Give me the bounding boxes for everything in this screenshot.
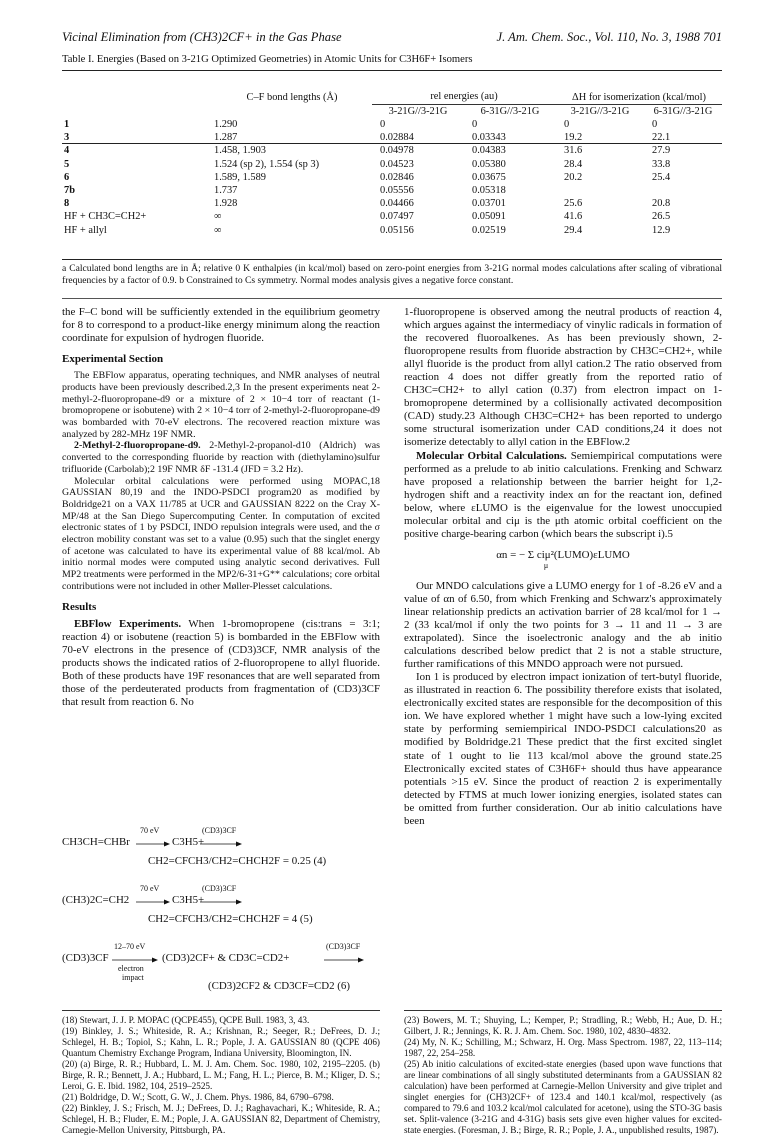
cell-e1: 0.04523: [380, 158, 414, 170]
cell-h2: 26.5: [652, 211, 671, 223]
right-column: [404, 306, 722, 828]
footnote: (23) Bowers, M. T.; Shuying, L.; Kemper, P.; Stradling, R.; Webb, H.; Aue, D. H.; Gilbert, J. R.; Jennings, K. R. J. Am. Chem. Soc. 1980, 102, 4830–4832.: [404, 1015, 722, 1037]
r5-result: CH2=CFCH3/CH2=CHCH2F = 4 (5): [148, 913, 313, 925]
footnote: (20) (a) Birge, R. R.; Hubbard, L. M. J. Am. Chem. Soc. 1980, 102, 2195–2205. (b) Birge, R. R.; Bennett, J. A.; Hubbard, L. M.; Fang, H. L.; Pierce, B. M.; Kliger, D. S.; Leroi, G. E. Ibid. 1982, 104, 2519–2525.: [62, 1059, 380, 1092]
energy-table: [62, 72, 722, 237]
cell-h1: 28.4: [564, 158, 583, 170]
cell-id: HF + allyl: [64, 224, 107, 236]
cell-e1: 0.05556: [380, 185, 414, 197]
r4-reactant: CH3CH=CHBr: [62, 836, 130, 848]
header-sub: 6-31G//3-21G: [464, 104, 556, 118]
header-bond: C–F bond lengths (Å): [246, 92, 338, 103]
footnote: (19) Binkley, J. S.; Whiteside, R. A.; Krishnan, R.; Seeger, R.; DeFrees, D. J.; Schlegel, H. B.; Topiol, S.; Kahn, L. R.; Pople, J. A. GAUSSIAN 80 (QCPE 406) Quantum Chemistry Exchange Program, Indiana University, Bloomington, IN.: [62, 1026, 380, 1059]
table-bottom-rule: [62, 259, 722, 260]
cell-bond: 1.290: [214, 119, 238, 130]
footnote-rule-right: [404, 1010, 722, 1011]
isomer-paragraph: 1-fluoropropene is observed among the neutral products of reaction 4, which argues against the intermediacy of vinylic radicals in formation of the recovered fluoroalkenes. As has been previously shown, 2-fluoropropene results from fluoride abstraction by CH3C=CH2+, while allyl fluoride is the product from allyl cation.2 The ratio observed from reaction 4 does not differ greatly from the reported ratio of CH3C=CH2+ to allyl cation (0.37) from electron impact on 1-bromopropene determined by a collisionally activated decomposition (CAD) study.23 Although CH3C=CH2+ has been reported to undergo some structural isomerization under CAD conditions,24 it does not isomerize detectably to allyl cation in the EBFlow.2: [404, 306, 722, 449]
cell-e2: 0.05091: [472, 211, 506, 223]
cell-e1: 0.07497: [380, 211, 414, 223]
cell-h2: 22.1: [652, 132, 671, 144]
cell-e1: 0.04978: [380, 145, 414, 157]
mo-title: Molecular Orbital Calculations.: [416, 449, 567, 462]
cell-e2: 0.03701: [472, 198, 506, 210]
cell-e2: 0.03343: [472, 132, 506, 144]
cell-h2: [644, 184, 722, 197]
experimental-heading: Experimental Section: [62, 353, 164, 366]
header-sub: 3-21G//3-21G: [372, 104, 464, 118]
header-dh: ΔH for isomerization (kcal/mol): [572, 91, 706, 103]
table-separator: [62, 298, 722, 299]
alpha-equation: αn = − Σ ciμ²(LUMO)εLUMO μ: [496, 548, 630, 570]
r4-reagent: (CD3)3CF: [202, 826, 237, 835]
cell-e1: 0.05156: [380, 224, 414, 236]
cell-id: 4: [64, 145, 70, 157]
reaction-schemes: [62, 826, 387, 1005]
cell-e2: 0.03675: [472, 171, 506, 183]
cell-bond: 1.458, 1.903: [214, 145, 266, 157]
cell-bond: 1.589, 1.589: [214, 171, 266, 183]
table-row: [62, 144, 722, 157]
cell-id: 6: [64, 171, 70, 183]
r5-intermediate: C3H5+: [172, 894, 205, 906]
table-footnote: a Calculated bond lengths are in Å; relative 0 K enthalpies (in kcal/mol) based on zero-point energies from 3-21G normal modes calculations after scaling of vibrational frequencies by a factor of 0.9. b Constrained to Cs symmetry. Normal modes analysis gives a negative force constant.: [62, 263, 722, 286]
r6-condition: impact: [122, 973, 144, 982]
synthesis-paragraph: 2-Methyl-2-fluoropropane-d9. 2-Methyl-2-propanol-d10 (Aldrich) was converted to the corresponding fluoride by reaction with (diethylamino)sulfur trifluoride (Carbolab);2 19F NMR δF -131.4 (JFD = 3.2 Hz).: [62, 440, 380, 475]
cell-e1: 0.02884: [380, 132, 414, 144]
mndo-paragraph: Our MNDO calculations give a LUMO energy for 1 of -8.26 eV and a value of αn of 6.50, from which Frenking and Schwarz's approximately linear relationship predicts an activation barrier of 28 kcal/mol for 1 → 2 (33 kcal/mol if only the two points for 3 → 11 and 11 → 3 are extrapolated). Since the isoelectronic analogy and the ab initio calculations described below predict that 2 is not a stable structure, further ramifications of this MNDO approach were not pursued.: [404, 579, 722, 671]
cell-h2: 12.9: [652, 224, 671, 236]
table-caption: Table I. Energies (Based on 3-21G Optimized Geometries) in Atomic Units for C3H6F+ Isomers: [62, 54, 473, 65]
cell-e2: 0.05318: [472, 185, 506, 197]
cell-bond: ∞: [214, 211, 222, 223]
mo-paragraph: Molecular Orbital Calculations. Semiempirical computations were performed as a prelude to ab initio calculations. Frenking and Schwarz have proposed a relationship between the barrier height for 1,2-hydrogen shift and a reactivity index αn for the reactant ion, defined below, where εLUMO is the eigenvalue for the lowest unoccupied molecular orbital and ciμ is the μth atomic orbital coefficient on the positive charge-bearing carbon (which bears the subscript i).5: [404, 449, 722, 540]
r6-result: (CD3)2CF2 & CD3CF=CD2 (6): [208, 980, 350, 992]
r5-reactant: (CH3)2C=CH2: [62, 894, 130, 906]
footnote: (18) Stewart, J. J. P. MOPAC (QCPE455), QCPE Bull. 1983, 3, 43.: [62, 1015, 310, 1025]
ebflow-title: EBFlow Experiments.: [74, 617, 182, 630]
cell-h1: 19.2: [564, 132, 583, 144]
r6-intermediate: (CD3)2CF+ & CD3C=CD2+: [162, 952, 290, 964]
excited-state-paragraph: Ion 1 is produced by electron impact ionization of tert-butyl fluoride, as illustrated in reaction 6. The possibility therefore exists that isolated, electronically excited states are responsible for the decomposition of this ion. We have explored whether 1 might have such a low-lying excited state by performing semiempirical INDO-PSDCI calculations20 as modified by Boldridge.21 These predict that the first excited singlet state of 1 ought to lie 113 kcal/mol above the ground state.25 Electronically excited states of C3H6F+ should thus have appearance potentials >15 eV. Since the product of reaction 2 is experimentally detected by FTMS at much lower ionizing energies, isolated states can be omitted from further consideration. Our ab initio calculations have been: [404, 671, 722, 827]
r6-reagent: (CD3)3CF: [326, 942, 361, 951]
r5-energy: 70 eV: [140, 884, 160, 893]
table-row: [62, 184, 722, 197]
intro-paragraph: the F–C bond will be sufficiently extended in the equilibrium geometry for 8 to correspond to a product-like energy minimum along the reaction coordinate for expulsion of hydrogen fluoride.: [62, 306, 380, 345]
results-heading: Results: [62, 600, 97, 613]
running-header-title: Vicinal Elimination from (CH3)2CF+ in the Gas Phase: [62, 30, 342, 44]
cell-bond: 1.737: [214, 185, 238, 197]
cell-h1: 25.6: [564, 198, 583, 210]
header-rel: rel energies (au): [430, 91, 498, 103]
running-header-journal: J. Am. Chem. Soc., Vol. 110, No. 3, 1988 701: [496, 30, 722, 44]
cell-h2: 25.4: [652, 171, 671, 183]
cell-bond: 1.287: [214, 132, 238, 144]
cell-e2: 0.05380: [472, 158, 506, 170]
r4-intermediate: C3H5+: [172, 836, 205, 848]
r4-energy: 70 eV: [140, 826, 160, 835]
footnote: (22) Binkley, J. S.; Frisch, M. J.; DeFrees, D. J.; Raghavachari, K.; Whiteside, R. A.; Schlegel, H. B.; Fluder, E. M.; Pople, J. A. GAUSSIAN 82, Department of Chemistry, Carnegie-Mellon University, Pittsburgh, PA.: [62, 1103, 380, 1136]
table-row: [62, 158, 722, 171]
cell-bond: 1.524 (sp 2), 1.554 (sp 3): [214, 158, 320, 170]
cell-id: 3: [64, 132, 70, 144]
cell-h1: 29.4: [564, 224, 583, 236]
left-column: [62, 306, 380, 709]
footnote: (21) Boldridge, D. W.; Scott, G. W., J. Chem. Phys. 1986, 84, 6790–6798.: [62, 1092, 334, 1103]
cell-h1: [556, 184, 644, 197]
header-sub: 6-31G//3-21G: [644, 104, 722, 118]
cell-id: 8: [64, 198, 70, 210]
cell-h2: 33.8: [652, 158, 671, 170]
footnote-rule-left: [62, 1010, 380, 1011]
cell-e2: 0.04383: [472, 145, 506, 157]
cell-e2: 0: [472, 119, 478, 130]
table-row: [62, 197, 722, 210]
cell-e2: 0.02519: [472, 224, 506, 236]
footnote: (25) Ab initio calculations of excited-state energies (based upon wave functions that are linear combinations of all singly substituted determinants from a GAUSSIAN 82 calculation) have been performed at Carnegie-Mellon University and give triplet and singlet energies for (CH3)2CF+ of 123.4 and 140.1 kcal/mol, respectively (as compared to 79.6 and 103.2 kcal/mol calculated for acetone), using the STO-3G basis set. Split-valence (3-21G and 4-31G) basis sets give even higher values for excited-state energies. (Foresman, J. B.; Birge, R. R.; Pople, J. A., unpublished results, 1987).: [404, 1059, 722, 1136]
cell-h1: 31.6: [564, 145, 583, 157]
cell-e1: 0: [380, 119, 386, 130]
cell-id: HF + CH3C=CH2+: [64, 211, 147, 223]
cell-id: 5: [64, 158, 70, 170]
footnote: (24) My, N. K.; Schilling, M.; Schwarz, H. Org. Mass Spectrom. 1987, 22, 113–114; 1987, 22, 254–258.: [404, 1037, 722, 1059]
r4-result: CH2=CFCH3/CH2=CHCH2F = 0.25 (4): [148, 855, 327, 867]
compound-title: 2-Methyl-2-fluoropropane-d9.: [74, 440, 201, 452]
table-row: [62, 171, 722, 184]
table-row: [62, 131, 722, 144]
cell-h1: 20.2: [564, 171, 583, 183]
cell-bond: 1.928: [214, 198, 238, 210]
cell-h2: 0: [652, 119, 658, 130]
footnotes-left: [62, 1015, 380, 1137]
ebflow-paragraph: EBFlow Experiments. When 1-bromopropene (cis:trans = 3:1; reaction 4) or isobutene (reaction 5) is bombarded in the EBFlow with 70-eV electrons in the presence of (CD3)3CF, NMR analysis of the products shows the indicated ratios of 2-fluoropropene to allyl fluoride. Both of these products have 19F resonances that are well separated from those of the perdeuterated products from fragmentation of (CD3)3CF that result from reaction 6. No: [62, 617, 380, 708]
header-sub: 3-21G//3-21G: [556, 104, 644, 118]
calculation-methods-paragraph: Molecular orbital calculations were performed using MOPAC,18 GAUSSIAN 80,19 and the INDO-PSDCI program20 as modified by Boldridge21 on a VAX 11/785 at UCR and GAUSSIAN 8222 on the Cray X-MP/48 at the San Diego Supercomputing Center. In computation of excited electronic states of 1 by PSDCI, INDO repulsion integrals were used, and the σ electron mobility constant was set to a value (0.95) such that the singlet energy of acetone was calculated to have its experimental value of 88 kcal/mol. Ab initio normal modes were computed using analytic second derivatives. Full MP2 treatments were performed in the MP2/6-31+G** calculations; core orbital contributions were not included in other Møller-Plesset calculations.: [62, 475, 380, 592]
table-row: [62, 118, 722, 131]
experimental-paragraph: The EBFlow apparatus, operating techniques, and NMR analyses of neutral products have been previously described.2,3 In the present experiments neat 2-methyl-2-fluoropropane-d9 or a mixture of 2 × 10−4 torr of reactant (1-bromopropene or isobutene) with 2 × 10−4 torr of 2-methyl-2-fluoropropane-d9 was bombarded with 70-eV electrons. The recovered reaction mixture was analyzed by 282-MHz 19F NMR.: [62, 370, 380, 440]
r6-reactant: (CD3)3CF: [62, 952, 109, 964]
cell-id: 1: [64, 119, 70, 130]
r6-energy: 12–70 eV: [114, 942, 146, 951]
table-row: [62, 210, 722, 223]
cell-e1: 0.04466: [380, 198, 414, 210]
cell-h2: 20.8: [652, 198, 671, 210]
table-row: [62, 224, 722, 237]
r6-condition: electron: [118, 964, 144, 973]
cell-bond: ∞: [214, 224, 222, 236]
table-top-rule: [62, 70, 722, 71]
cell-h1: 41.6: [564, 211, 583, 223]
r5-reagent: (CD3)3CF: [202, 884, 237, 893]
cell-h2: 27.9: [652, 145, 671, 157]
cell-e1: 0.02846: [380, 171, 414, 183]
footnotes-right: [404, 1015, 722, 1137]
cell-h1: 0: [564, 119, 570, 130]
cell-id: 7b: [64, 185, 75, 197]
